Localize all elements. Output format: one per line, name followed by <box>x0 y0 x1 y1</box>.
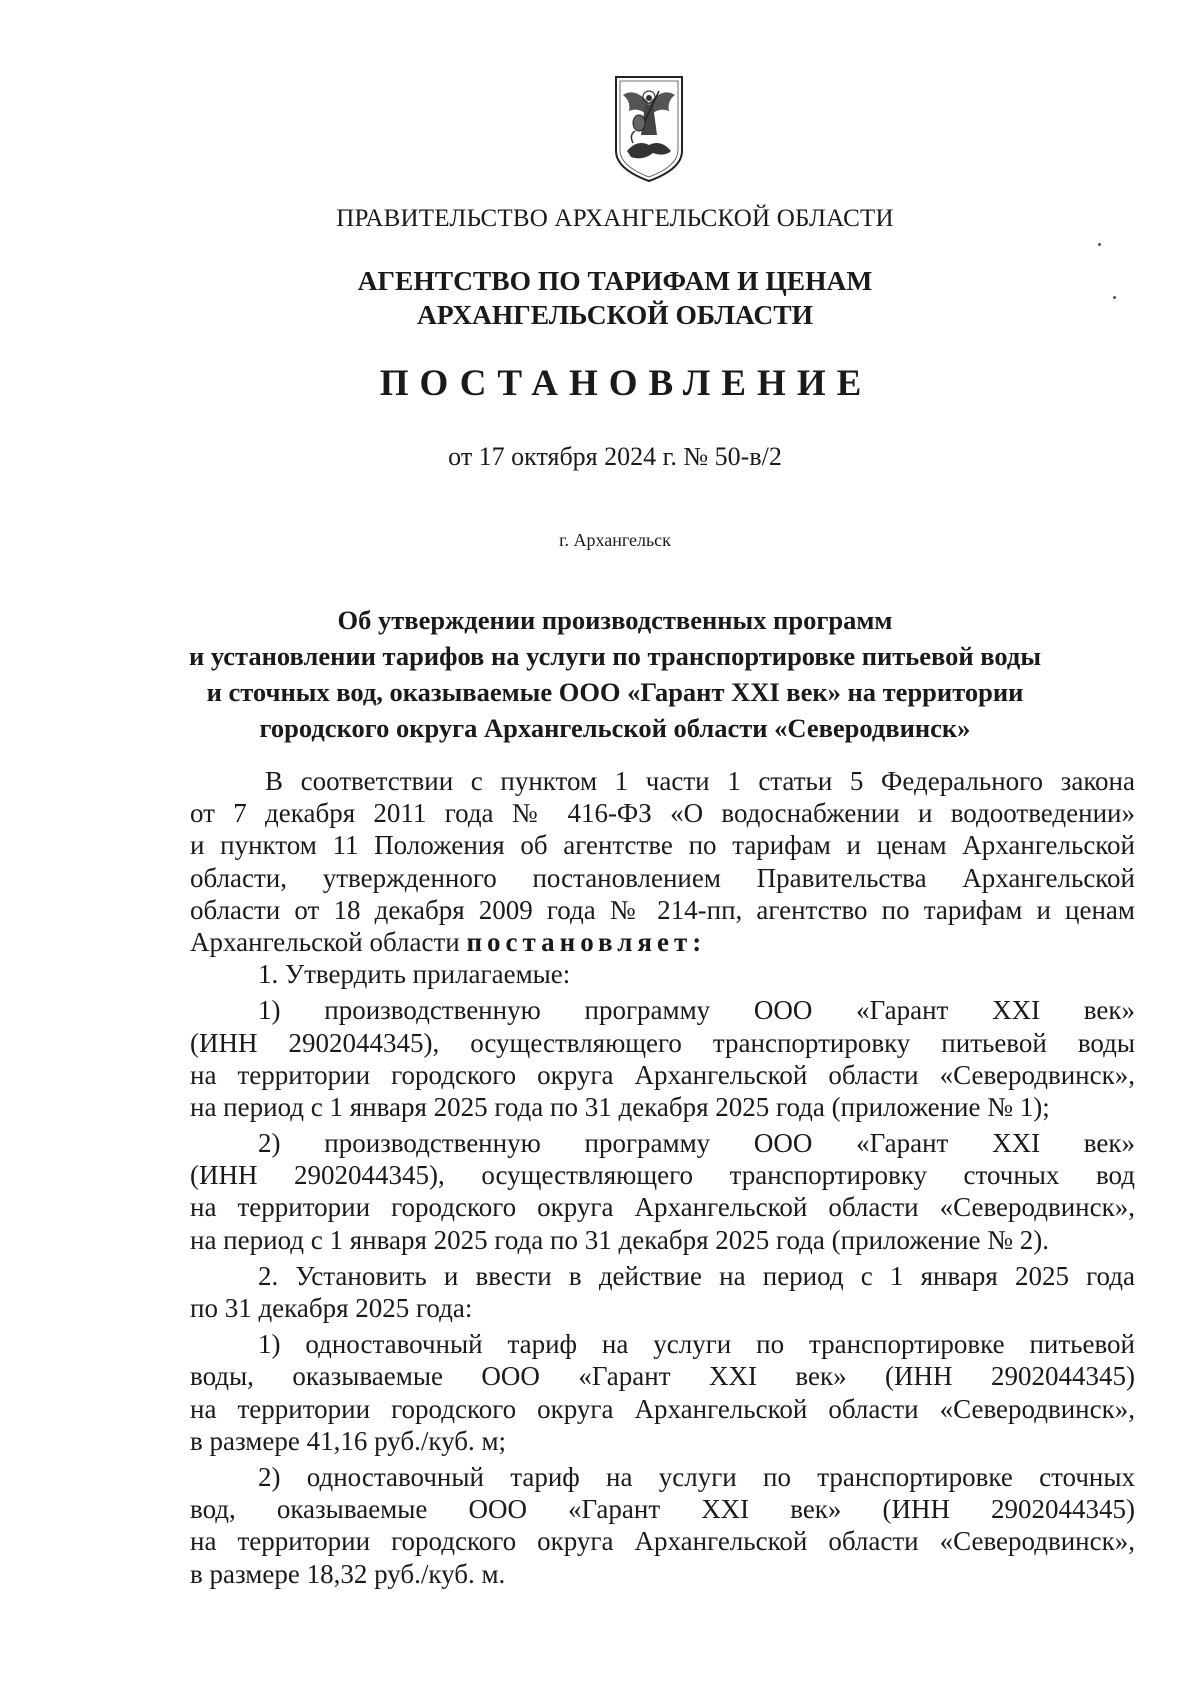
city-name: г. Архангельск <box>559 530 671 550</box>
agency-name-line-1: АГЕНТСТВО ПО ТАРИФАМ И ЦЕНАМ <box>357 265 873 296</box>
item-line: вод, оказываемые ООО «Гарант XXI век» (ИНН 2902044345) <box>190 1494 1135 1525</box>
agency-name-line-2: АРХАНГЕЛЬСКОЙ ОБЛАСТИ <box>417 299 813 330</box>
item-line: 2) производственную программу ООО «Гарант XXI век» <box>258 1128 1135 1159</box>
preamble-line: В соответствии с пунктом 1 части 1 статьи 5 Федерального закона <box>265 766 1135 796</box>
date-and-number: от 17 октября 2024 г. № 50-в/2 <box>448 442 782 471</box>
item-line: в размере 41,16 руб./куб. м; <box>190 1425 507 1456</box>
item-line: 1) одноставочный тариф на услуги по транспортировке питьевой <box>258 1329 1135 1360</box>
preamble-line <box>190 926 1135 958</box>
item-line: 1) производственную программу ООО «Гарант XXI век» <box>258 995 1135 1026</box>
scan-speck <box>1113 296 1116 299</box>
item-2-subitem-1 <box>190 1328 1135 1457</box>
subject-line-1: Об утверждении производственных программ <box>337 605 893 635</box>
preamble-line: от 7 декабря 2011 года № 416-ФЗ «О водоснабжении и водоотведении» <box>190 798 1135 829</box>
item-line: на территории городского округа Архангельской области «Северодвинск», <box>190 1526 1135 1557</box>
item-line: воды, оказываемые ООО «Гарант XXI век» (ИНН 2902044345) <box>190 1361 1135 1392</box>
document-type-title: ПОСТАНОВЛЕНИЕ <box>379 363 873 404</box>
item-line: (ИНН 2902044345), осуществляющего транспортировку сточных вод <box>190 1160 1135 1191</box>
item-line: 2) одноставочный тариф на услуги по транспортировке сточных <box>258 1461 1135 1492</box>
preamble-paragraph <box>190 765 1135 958</box>
preamble-text: Архангельской области <box>190 926 467 957</box>
resolves-word: постановляет: <box>466 926 707 957</box>
item-line: на территории городского округа Архангельской области «Северодвинск», <box>190 1192 1135 1223</box>
subject-line-4: городского округа Архангельской области «Северодвинск» <box>259 713 971 743</box>
scan-speck <box>1098 243 1101 246</box>
coat-of-arms-emblem <box>613 73 685 185</box>
preamble-line: области от 18 декабря 2009 года № 214-пп, агентство по тарифам и ценам <box>190 894 1135 925</box>
item-1 <box>190 958 1135 1256</box>
document-body <box>190 765 1135 1590</box>
item-2-heading: 2. Установить и ввести в действие на период с 1 января 2025 года <box>258 1260 1135 1291</box>
document-subject <box>0 602 1200 746</box>
preamble-line: области, утвержденного постановлением Правительства Архангельской <box>190 862 1135 893</box>
item-line: на период с 1 января 2025 года по 31 декабря 2025 года (приложение № 1); <box>190 1091 1050 1122</box>
item-2-heading-cont: по 31 декабря 2025 года: <box>190 1293 473 1323</box>
subject-line-2: и установлении тарифов на услуги по транспортировке питьевой воды <box>188 641 1042 671</box>
item-2-subitem-2 <box>190 1461 1135 1590</box>
preamble-line: и пунктом 11 Положения об агентстве по тарифам и ценам Архангельской <box>190 830 1135 861</box>
item-1-subitem-1 <box>190 994 1135 1123</box>
item-line: на территории городского округа Архангельской области «Северодвинск», <box>190 1393 1135 1424</box>
government-name: ПРАВИТЕЛЬСТВО АРХАНГЕЛЬСКОЙ ОБЛАСТИ <box>336 205 894 232</box>
item-line: на период с 1 января 2025 года по 31 декабря 2025 года (приложение № 2). <box>190 1224 1049 1255</box>
item-line: на территории городского округа Архангельской области «Северодвинск», <box>190 1059 1135 1090</box>
item-line: (ИНН 2902044345), осуществляющего транспортировку питьевой воды <box>190 1027 1135 1058</box>
agency-name <box>0 264 1200 332</box>
item-1-subitem-2 <box>190 1127 1135 1256</box>
item-1-heading: 1. Утвердить прилагаемые: <box>258 959 571 990</box>
item-2 <box>190 1260 1135 1590</box>
item-line: в размере 18,32 руб./куб. м. <box>190 1558 506 1589</box>
subject-line-3: и сточных вод, оказываемые ООО «Гарант XXI век» на территории <box>206 677 1024 707</box>
